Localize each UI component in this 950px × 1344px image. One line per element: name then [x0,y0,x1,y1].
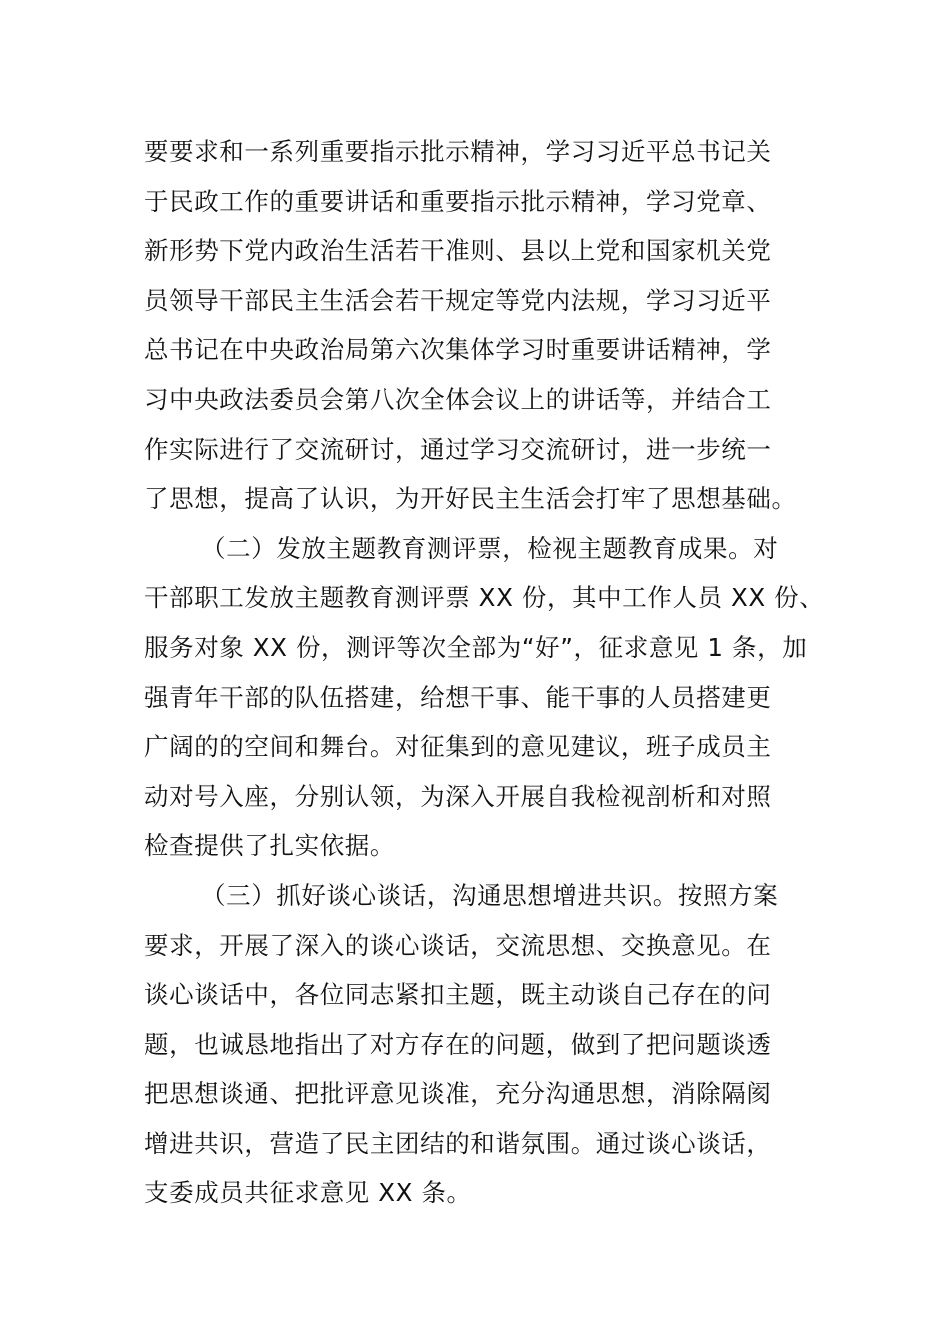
text-line: 动对号入座，分别认领，为深入开展自我检视剖析和对照 [144,781,772,811]
section-heading-line: （二）发放主题教育测评票，检视主题教育成果。对 [201,533,779,563]
text-line: 检查提供了扎实依据。 [144,831,395,861]
body-text [144,127,844,1218]
text-line: 要求，开展了深入的谈心谈话，交流思想、交换意见。在 [144,930,772,960]
text-line: 了思想，提高了认识，为开好民主生活会打牢了思想基础。 [144,484,797,514]
text-line: 习中央政法委员会第八次全体会议上的讲话等，并结合工 [144,384,772,414]
text-line: 支委成员共征求意见 XX 条。 [144,1178,472,1208]
text-line: 员领导干部民主生活会若干规定等党内法规，学习习近平 [144,285,772,315]
text-line: 作实际进行了交流研讨，通过学习交流研讨，进一步统一 [144,434,772,464]
text-line: 于民政工作的重要讲话和重要指示批示精神，学习党章、 [144,186,772,216]
text-line: 广阔的的空间和舞台。对征集到的意见建议，班子成员主 [144,732,772,762]
text-line: 把思想谈通、把批评意见谈准，充分沟通思想，消除隔阂 [144,1079,772,1109]
text-line: 总书记在中央政治局第六次集体学习时重要讲话精神，学 [144,335,772,365]
text-line: 要要求和一系列重要指示批示精神，学习习近平总书记关 [144,137,772,166]
text-line: 强青年干部的队伍搭建，给想干事、能干事的人员搭建更 [144,682,772,712]
section-heading-line: （三）抓好谈心谈话，沟通思想增进共识。按照方案 [201,880,779,910]
text-line: 新形势下党内政治生活若干准则、县以上党和国家机关党 [144,236,772,266]
text-line: 服务对象 XX 份，测评等次全部为“好”，征求意见 1 条，加 [144,632,808,662]
text-line: 谈心谈话中，各位同志紧扣主题，既主动谈自己存在的问 [144,980,772,1010]
text-line: 增进共识，营造了民主团结的和谐氛围。通过谈心谈话， [144,1128,772,1158]
text-line: 题，也诚恳地指出了对方存在的问题，做到了把问题谈透 [144,1029,772,1059]
text-line: 干部职工发放主题教育测评票 XX 份，其中工作人员 XX 份、 [144,583,825,613]
